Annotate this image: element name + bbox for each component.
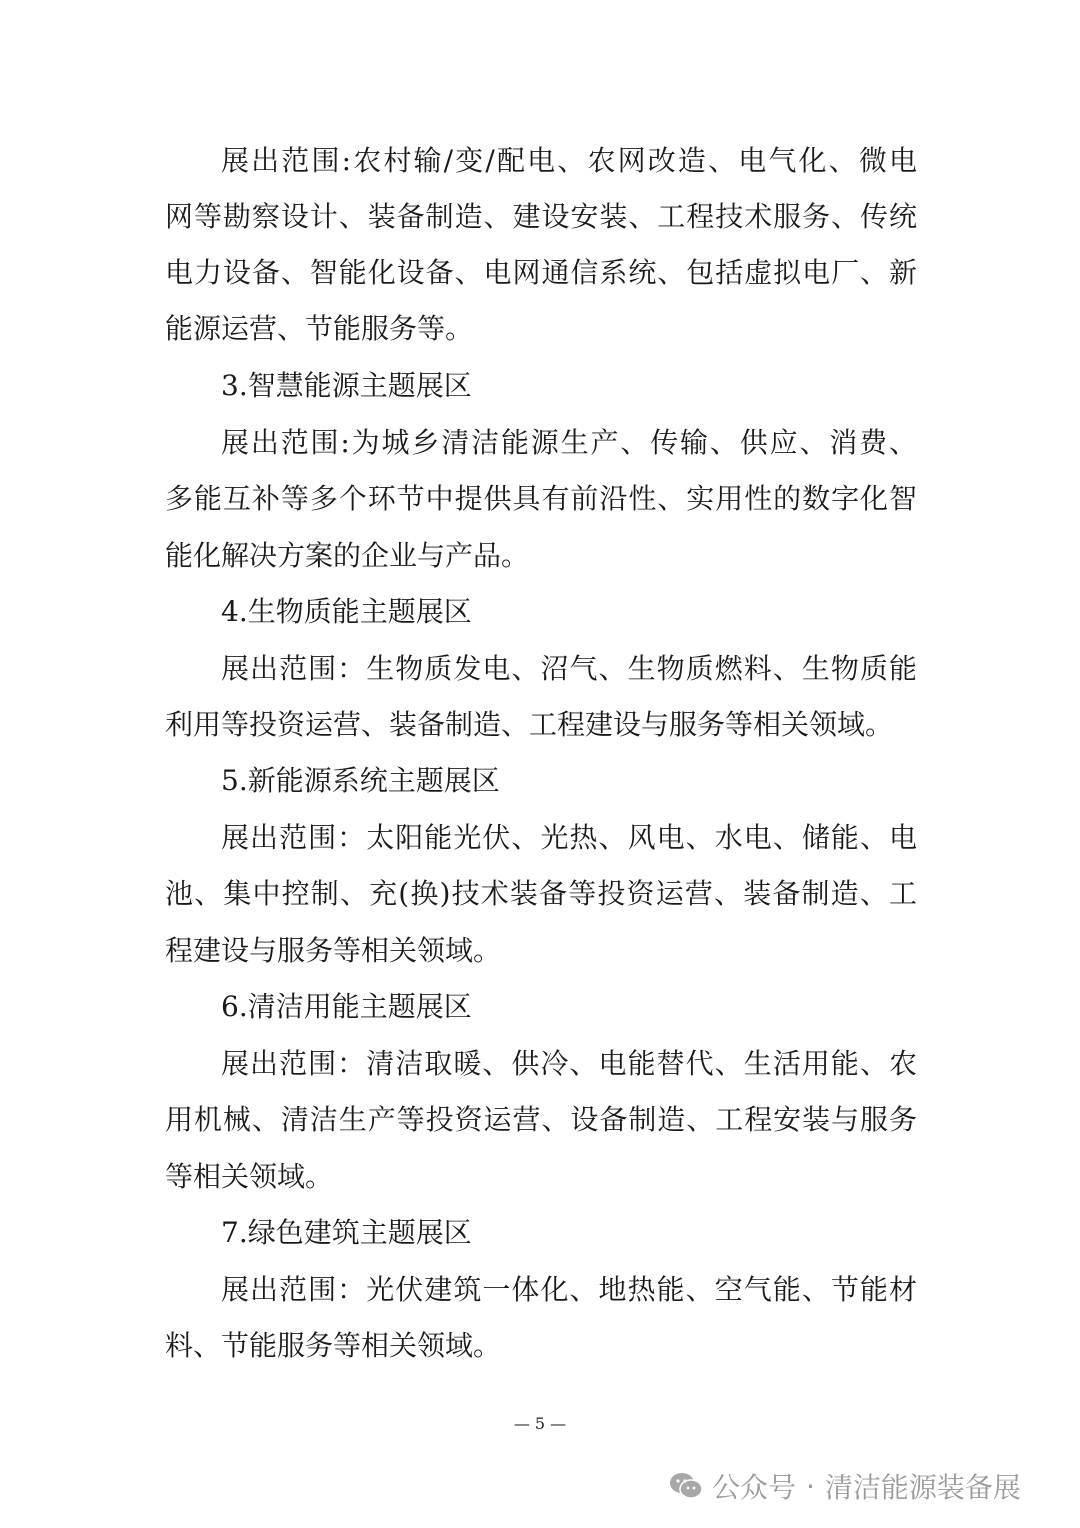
- page-number: — 5 —: [513, 1414, 567, 1433]
- paragraph-line: 等相关领域。: [165, 1160, 334, 1193]
- paragraph-line: 展出范围：生物质发电、沼气、生物质燃料、生物质能: [221, 652, 917, 685]
- paragraph-line: 料、节能服务等相关领域。: [165, 1329, 502, 1362]
- section-heading: 6.清洁用能主题展区: [221, 990, 472, 1023]
- paragraph-line: 展出范围：清洁取暖、供冷、电能替代、生活用能、农: [221, 1047, 917, 1080]
- watermark-separator: ·: [806, 1469, 815, 1503]
- section-heading: 4.生物质能主题展区: [221, 595, 472, 628]
- paragraph-line: 程建设与服务等相关领域。: [165, 934, 502, 967]
- paragraph-line: 网等勘察设计、装备制造、建设安装、工程技术服务、传统: [165, 200, 917, 233]
- section-heading: 5.新能源系统主题展区: [221, 764, 500, 797]
- paragraph-line: 能化解决方案的企业与产品。: [165, 539, 530, 572]
- paragraph-line: 用机械、清洁生产等投资运营、设备制造、工程安装与服务: [165, 1103, 917, 1136]
- paragraph-line: 多能互补等多个环节中提供具有前沿性、实用性的数字化智: [165, 482, 917, 515]
- paragraph-line: 能源运营、节能服务等。: [165, 312, 474, 345]
- watermark-account: 清洁能源装备展: [824, 1471, 1021, 1504]
- paragraph-line: 展出范围:农村输/变/配电、农网改造、电气化、微电: [221, 144, 917, 177]
- section-heading: 7.绿色建筑主题展区: [221, 1216, 472, 1249]
- wechat-watermark: [668, 1462, 1021, 1510]
- paragraph-line: 展出范围：光伏建筑一体化、地热能、空气能、节能材: [221, 1273, 917, 1306]
- paragraph-line: 电力设备、智能化设备、电网通信系统、包括虚拟电厂、新: [165, 256, 917, 289]
- paragraph-line: 展出范围：太阳能光伏、光热、风电、水电、储能、电: [221, 821, 917, 854]
- wechat-icon: [668, 1471, 704, 1501]
- paragraph-line: 展出范围:为城乡清洁能源生产、传输、供应、消费、: [221, 426, 917, 459]
- paragraph-line: 池、集中控制、充(换)技术装备等投资运营、装备制造、工: [165, 877, 917, 910]
- section-heading: 3.智慧能源主题展区: [221, 369, 472, 402]
- paragraph-line: 利用等投资运营、装备制造、工程建设与服务等相关领域。: [165, 708, 894, 741]
- watermark-label: 公众号: [712, 1471, 797, 1504]
